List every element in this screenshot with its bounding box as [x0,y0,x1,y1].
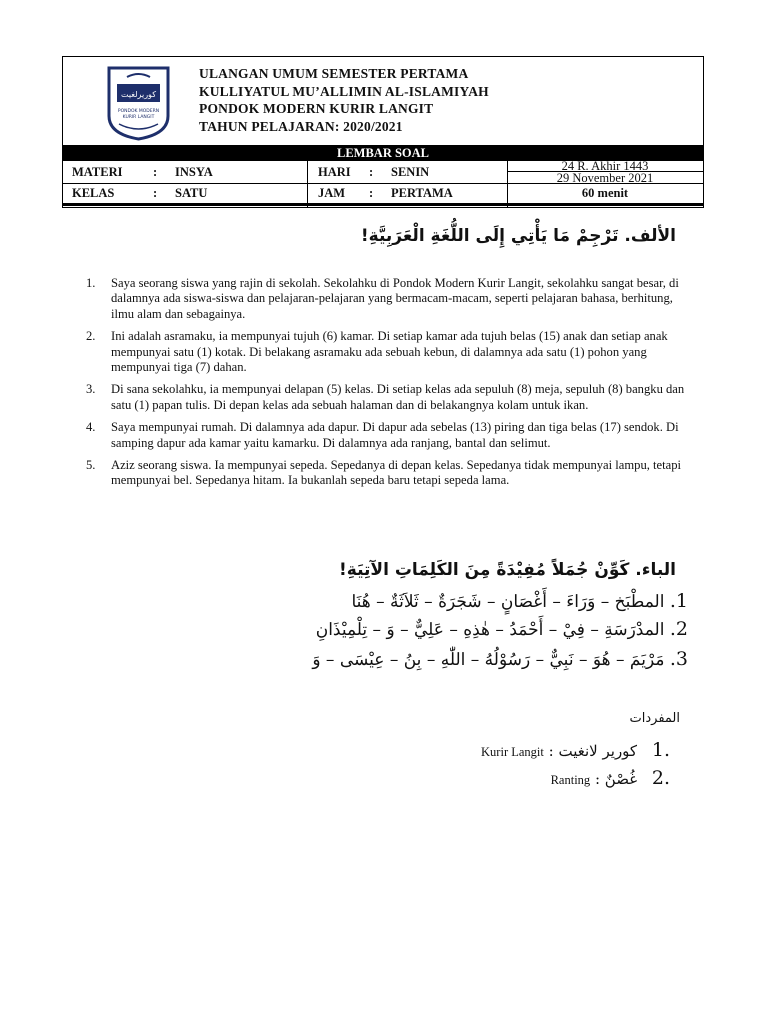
section-b-heading: الباء. كَوِّنْ جُمَلاً مُفِيْدَةً مِنَ الكَلِمَاتِ الآتِيَةِ! [339,560,676,580]
list-item [86,458,686,489]
list-item-number: 2. [86,329,96,344]
list-item [86,276,686,322]
exam-duration: 60 menit [581,186,629,200]
exam-title-block [199,65,489,135]
list-item [86,382,686,413]
list-item [86,329,686,375]
materi-colon: : [153,165,158,179]
section-a-heading: الألف. تَرْجِمْ مَا يَأْتِي إِلَى اللُّغَةِ الْعَرَبِيَّةِ! [360,226,676,246]
word-line-text: المدْرَسَةِ – فِيْ – أَحْمَدُ – هٰذِهِ – عَلِيٌّ – وَ – تِلْمِيْذَانِ [315,620,665,640]
list-item-number: 1. [86,276,96,290]
word-line-text: مَرْيَمَ – هُوَ – نَبِيٌّ – رَسُوْلُهُ – اللّٰهِ – بِنُ – عِيْسَى – وَ [312,650,665,670]
word-line-number: 1. [669,590,688,612]
word-line-3 [312,648,688,670]
list-item-text: Saya seorang siswa yang rajin di sekolah. Sekolahku di Pondok Modern Kurir Langit, sekolahku sangat besar, di dalamnya ada siswa-siswa dan pelajaran-pelajaran yang bermacam-macam, seperti pelajaran bahasa, berhitung, ilmu alam dan sebagainya. [111,276,679,321]
vocab-arabic: كورير لانغيت [558,742,638,760]
kelas-value: SATU [175,186,208,200]
svg-text:PONDOK MODERN: PONDOK MODERN [117,109,160,114]
vocab-number: .1 [651,739,670,761]
hari-colon: : [369,165,374,179]
list-item-number: 4. [86,420,96,435]
vocabulary-title: المفردات [629,711,680,726]
word-line-number: 3. [669,648,688,670]
materi-value: INSYA [175,165,213,179]
word-line-number: 2. [669,618,688,640]
translation-list [86,276,686,496]
word-line-1 [351,590,688,612]
list-item [86,420,686,451]
school-name-line: PONDOK MODERN KURIR LANGIT [199,101,434,116]
svg-text:كوريرلغيت: كوريرلغيت [120,90,157,99]
exam-title-line: ULANGAN UMUM SEMESTER PERTAMA [199,66,469,81]
hari-value: SENIN [391,165,430,179]
vocab-latin: Kurir Langit [481,745,544,759]
list-item-text: Aziz seorang siswa. Ia mempunyai sepeda. Sepedanya di depan kelas. Sepedanya tidak mempunyai lampu, tetapi mempunyai bel. Sepedanya hitam. Ia bukanlah sepeda baru tetapi sepeda lama. [111,458,682,488]
list-item-text: Ini adalah asramaku, ia mempunyai tujuh (6) kamar. Di setiap kamar ada tujuh belas (15) anak dan setiap anak mempunyai satu (1) kotak. Di belakang asramaku ada sebuah kebun, di dalamnya ada satu (1) pohon yang mempunyai tiga (7) dahan. [111,329,668,375]
kelas-label: KELAS [72,186,115,200]
list-item-number: 3. [86,382,96,397]
word-line-text: المطْبَخ – وَرَاءَ – أَغْصَانٍ – شَجَرَةٌ – ثَلاَثَةٌ – هُنَا [351,592,665,612]
svg-text:KURIR LANGIT: KURIR LANGIT [122,115,155,120]
word-line-2 [316,618,688,640]
vocab-latin: Ranting [550,773,591,787]
sheet-label-bar: LEMBAR SOAL [63,145,703,161]
vocab-row: .2 غُصْنٌ : Ranting [550,767,670,789]
vocab-row: .1 كورير لانغيت : Kurir Langit [481,739,670,761]
hari-label: HARI [318,165,351,179]
jam-label: JAM [318,186,346,200]
materi-label: MATERI [72,165,123,179]
exam-info-table [63,161,703,207]
academic-year-line: TAHUN PELAJARAN: 2020/2021 [199,118,403,134]
gregorian-date: 29 November 2021 [556,171,654,185]
list-item-number: 5. [86,458,96,473]
school-logo [105,64,172,141]
vocab-arabic: غُصْنٌ [604,770,638,788]
vocab-number: .2 [651,767,670,789]
jam-colon: : [369,186,374,200]
kelas-colon: : [153,186,158,200]
list-item-text: Di sana sekolahku, ia mempunyai delapan (5) kelas. Di setiap kelas ada sepuluh (8) meja, sepuluh (8) bangku dan satu (1) papan tulis. Di depan kelas ada sebuah halaman dan di belakangnya kolam untuk ikan. [111,382,685,412]
exam-header [62,56,704,208]
hijri-date: 24 R. Akhir 1443 [561,159,649,173]
institution-line: KULLIYATUL MU’ALLIMIN AL-ISLAMIYAH [199,83,489,99]
list-item-text: Saya mempunyai rumah. Di dalamnya ada dapur. Di dapur ada sebelas (13) piring dan tiga belas (17) sendok. Di samping dapur ada kamar yaitu kamarku. Di dalamnya ada ranjang, bantal dan selimut. [111,420,679,450]
jam-value: PERTAMA [391,186,453,200]
